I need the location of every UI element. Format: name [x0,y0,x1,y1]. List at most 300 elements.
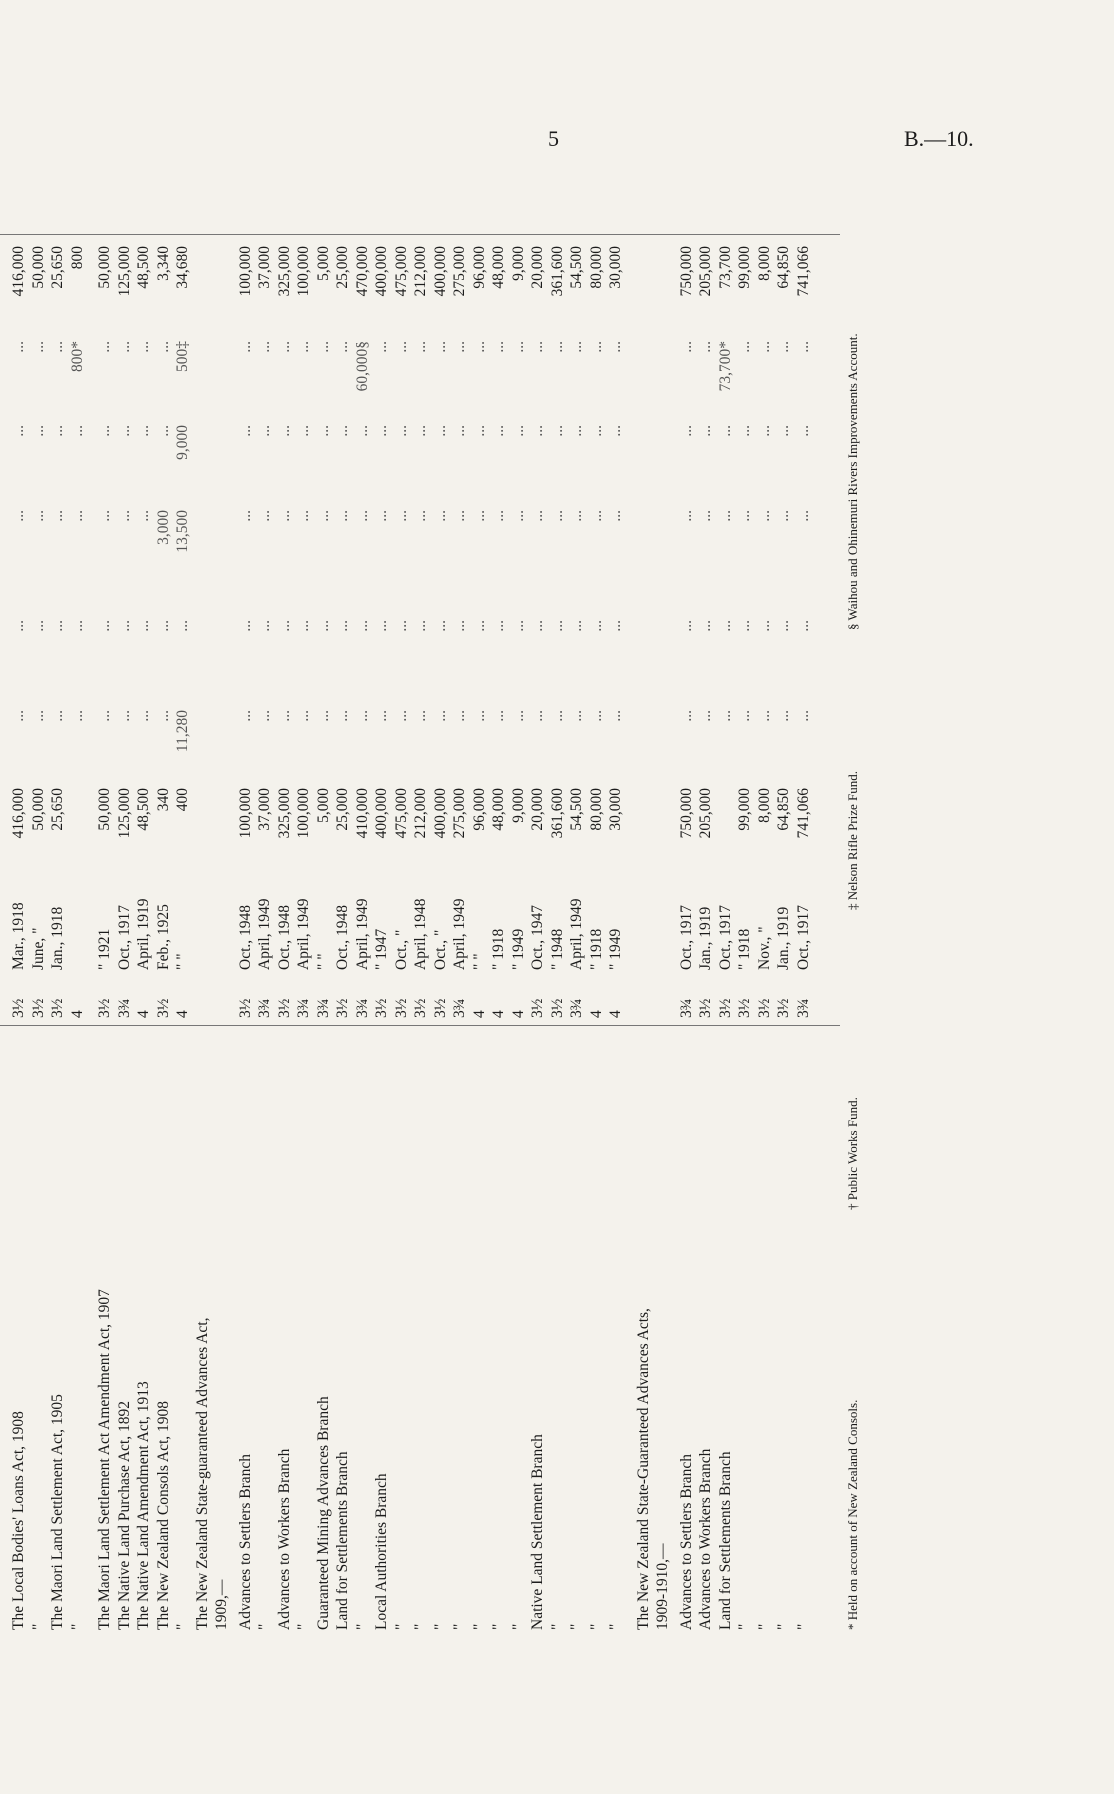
cell-total: 50,000 [29,246,47,289]
cell-c1: ... [716,710,734,722]
cell-desc: Land for Settlements Branch [716,1451,734,1630]
cell-maturity: " " [174,953,191,970]
cell-rate: 3½ [697,998,714,1018]
table-row [451,160,469,1630]
cell-c1: 11,280 [174,710,191,753]
cell-c2: ... [10,620,27,632]
cell-rate: 3¾ [115,998,133,1018]
cell-rate: 3½ [392,998,410,1018]
cell-maturity: Oct., " [431,929,449,970]
cell-maturity: " 1918 [736,928,753,970]
cell-c2: ... [755,620,773,632]
cell-amount: 48,500 [135,788,152,831]
cell-rate: 3½ [529,998,546,1018]
cell-c1: ... [353,710,371,722]
cell-total: 25,650 [49,246,66,289]
cell-c4: ... [68,425,86,437]
cell-c4: ... [412,425,429,437]
cell-c5: ... [548,341,566,353]
table-row [295,160,313,1630]
cell-maturity: Jan., 1919 [697,906,714,970]
cell-c2: ... [174,620,191,632]
cell-amount: 205,000 [697,788,714,839]
cell-c1: ... [431,710,449,722]
table-row [588,160,606,1630]
cell-rate: 3¾ [794,998,812,1018]
cell-c3: ... [607,510,624,522]
cell-c5: ... [135,341,152,353]
cell-c5: ... [115,341,133,353]
table-row [276,160,294,1630]
cell-c1: ... [49,710,66,722]
cell-rate: 4 [135,1010,152,1018]
table-row [49,160,67,1630]
cell-total: 9,000 [509,246,527,281]
cell-maturity: " " [470,953,488,970]
cell-c5: ... [334,341,351,353]
cell-c2: ... [295,620,312,632]
cell-c4: ... [96,425,113,437]
cell-c3: ... [68,510,86,522]
cell-total: 54,500 [568,246,585,289]
cell-c5: ... [275,341,293,353]
cell-c2: ... [275,620,293,632]
cell-amount: 275,000 [451,788,468,839]
cell-c2: ... [115,620,133,632]
cell-c4: ... [236,425,254,437]
cell-c5: ... [470,341,488,353]
cell-c5: 500‡ [174,341,191,372]
cell-c4: ... [10,425,27,437]
cell-maturity: June, " [29,927,47,970]
cell-desc: Advances to Settlers Branch [236,1453,254,1630]
cell-rate: 3½ [275,998,293,1018]
cell-c5: ... [697,341,714,353]
cell-amount: 54,500 [568,788,585,831]
cell-total: 30,000 [607,246,624,289]
cell-maturity: Oct., 1948 [334,904,351,970]
cell-c1: ... [275,710,293,722]
cell-total: 205,000 [697,246,714,297]
cell-maturity: Oct., 1948 [275,904,293,970]
cell-c4: ... [451,425,468,437]
cell-total: 470,000 [353,246,371,297]
cell-desc: " [490,1623,507,1630]
cell-c2: ... [470,620,488,632]
cell-c1: ... [10,710,27,722]
cell-c1: ... [470,710,488,722]
cell-c3: ... [314,510,332,522]
cell-rate: 3½ [755,998,773,1018]
cell-rate: 4 [68,1010,86,1018]
cell-c1: ... [736,710,753,722]
cell-c2: ... [697,620,714,632]
cell-c2: ... [154,620,172,632]
cell-c4: ... [154,425,172,437]
cell-c1: ... [451,710,468,722]
cell-total: 800 [68,246,86,270]
cell-amount: 475,000 [392,788,410,839]
table-row [256,160,274,1630]
table-row [654,160,672,1630]
cell-amount: 340 [154,788,172,812]
cell-c1: ... [529,710,546,722]
cell-c1: ... [314,710,332,722]
table-row [96,160,114,1630]
cell-c2: ... [775,620,792,632]
cell-rate: 3¾ [353,998,371,1018]
cell-c4: ... [135,425,152,437]
cell-desc: The Native Land Amendment Act, 1913 [135,1381,152,1630]
cell-amount: 750,000 [677,788,695,839]
cell-amount: 416,000 [10,788,27,839]
cell-c2: ... [431,620,449,632]
footnote-double-dagger: ‡ Nelson Rifle Prize Fund. [845,770,860,910]
table-row [529,160,547,1630]
table-row [30,160,48,1630]
cell-c1: ... [587,710,605,722]
table-row [135,160,153,1630]
cell-maturity: April, 1919 [135,898,152,970]
cell-amount: 25,000 [334,788,351,831]
cell-rate: 3½ [736,998,753,1018]
cell-c5: 800* [68,341,86,372]
cell-c4: ... [392,425,410,437]
cell-c1: ... [115,710,133,722]
cell-total: 741,066 [794,246,812,297]
cell-desc: " [431,1623,449,1630]
cell-desc: " [509,1623,527,1630]
column-divider [0,234,840,235]
cell-c5: ... [295,341,312,353]
cell-amount: 64,850 [775,788,792,831]
cell-c2: ... [607,620,624,632]
cell-maturity: Jan., 1919 [775,906,792,970]
cell-c3: ... [568,510,585,522]
cell-desc: " [568,1623,585,1630]
cell-amount: 5,000 [314,788,332,823]
cell-c4: ... [509,425,527,437]
cell-rate: 3½ [236,998,254,1018]
cell-amount: 48,000 [490,788,507,831]
footnote-star: * Held on account of New Zealand Consols. [845,1399,860,1630]
cell-total: 80,000 [587,246,605,289]
cell-rate: 3¾ [451,998,468,1018]
table-row [678,160,696,1630]
cell-amount: 400,000 [431,788,449,839]
cell-total: 400,000 [431,246,449,297]
cell-c3: ... [716,510,734,522]
cell-desc: 1909,— [213,1579,230,1630]
column-divider [0,1025,840,1026]
table-row [490,160,508,1630]
cell-total: 100,000 [295,246,312,297]
cell-c5: ... [509,341,527,353]
cell-rate: 3½ [716,998,734,1018]
cell-maturity: Nov., " [755,926,773,970]
cell-rate: 3¾ [677,998,695,1018]
cell-c2: ... [392,620,410,632]
cell-c1: ... [154,710,172,722]
cell-c2: ... [736,620,753,632]
cell-c4: ... [373,425,390,437]
cell-desc: " [29,1623,47,1630]
cell-c4: ... [607,425,624,437]
table-row [697,160,715,1630]
cell-desc: " [587,1623,605,1630]
cell-c5: ... [392,341,410,353]
cell-c2: ... [135,620,152,632]
table-row [174,160,192,1630]
cell-c2: ... [716,620,734,632]
cell-c3: ... [490,510,507,522]
cell-c4: ... [716,425,734,437]
cell-total: 125,000 [115,246,133,297]
cell-desc: " [755,1623,773,1630]
cell-maturity: " 1947 [373,928,390,970]
cell-amount: 410,000 [353,788,371,839]
cell-c4: ... [529,425,546,437]
cell-c2: ... [96,620,113,632]
cell-c5: ... [736,341,753,353]
cell-desc: " [412,1623,429,1630]
cell-desc: " [470,1623,488,1630]
cell-c1: ... [236,710,254,722]
cell-c5: ... [412,341,429,353]
cell-total: 25,000 [334,246,351,289]
table-row [795,160,813,1630]
cell-c3: ... [697,510,714,522]
cell-total: 8,000 [755,246,773,281]
cell-c1: ... [96,710,113,722]
cell-c4: ... [794,425,812,437]
cell-desc: " [353,1623,371,1630]
cell-total: 100,000 [236,246,254,297]
cell-desc: " [794,1623,812,1630]
cell-c1: ... [373,710,390,722]
cell-rate: 3½ [431,998,449,1018]
cell-desc: " [256,1623,273,1630]
table-row [635,160,653,1630]
cell-c5: ... [49,341,66,353]
cell-c5: ... [529,341,546,353]
cell-c2: ... [587,620,605,632]
cell-c5: ... [755,341,773,353]
cell-c3: ... [96,510,113,522]
cell-desc: " [174,1623,191,1630]
cell-c5: 60,000§ [353,341,371,392]
cell-c3: ... [794,510,812,522]
cell-desc: " [775,1623,792,1630]
cell-c3: ... [431,510,449,522]
cell-c3: ... [736,510,753,522]
cell-c4: ... [736,425,753,437]
cell-c5: ... [10,341,27,353]
footnote-section: § Waihou and Ohinemuri Rivers Improvements Account. [845,333,860,630]
cell-c3: 3,000 [154,510,172,545]
cell-amount: 212,000 [412,788,429,839]
cell-total: 416,000 [10,246,27,297]
cell-c4: ... [295,425,312,437]
cell-c5: ... [154,341,172,353]
cell-rate: 3¾ [568,998,585,1018]
cell-c1: ... [256,710,273,722]
cell-total: 400,000 [373,246,390,297]
cell-total: 5,000 [314,246,332,281]
cell-maturity: Oct., 1917 [794,904,812,970]
cell-c5: ... [373,341,390,353]
cell-total: 3,340 [154,246,172,281]
cell-c1: ... [794,710,812,722]
cell-maturity: Feb., 1925 [154,904,172,970]
cell-c3: ... [775,510,792,522]
cell-maturity: April, 1948 [412,898,429,970]
cell-maturity: April, 1949 [451,898,468,970]
cell-desc: The New Zealand Consols Act, 1908 [154,1400,172,1630]
cell-maturity: Oct., 1917 [115,904,133,970]
cell-c1: ... [29,710,47,722]
cell-c5: ... [775,341,792,353]
cell-c3: ... [373,510,390,522]
cell-c2: ... [353,620,371,632]
cell-c2: ... [568,620,585,632]
cell-c3: ... [334,510,351,522]
cell-c3: ... [587,510,605,522]
cell-c3: ... [548,510,566,522]
table-row [471,160,489,1630]
cell-desc: " [451,1623,468,1630]
cell-total: 48,000 [490,246,507,289]
table-row [373,160,391,1630]
cell-total: 96,000 [470,246,488,289]
cell-desc: " [295,1623,312,1630]
cell-maturity: April, 1949 [295,898,312,970]
cell-desc: Advances to Settlers Branch [677,1453,695,1630]
cell-desc: The Maori Land Settlement Act, 1905 [49,1394,66,1630]
cell-c1: ... [775,710,792,722]
cell-amount: 9,000 [509,788,527,823]
cell-total: 48,500 [135,246,152,289]
cell-c5: ... [431,341,449,353]
cell-amount: 50,000 [29,788,47,831]
cell-maturity: " 1918 [587,928,605,970]
cell-c1: ... [509,710,527,722]
cell-total: 275,000 [451,246,468,297]
cell-desc: Land for Settlements Branch [334,1451,351,1630]
cell-c5: ... [607,341,624,353]
cell-c1: ... [135,710,152,722]
cell-c1: ... [392,710,410,722]
table-row [194,160,212,1630]
cell-c4: ... [775,425,792,437]
cell-total: 64,850 [775,246,792,289]
cell-maturity: Oct., 1917 [716,904,734,970]
table-row [393,160,411,1630]
cell-amount: 80,000 [587,788,605,831]
cell-maturity: April, 1949 [256,898,273,970]
cell-maturity: " 1949 [509,928,527,970]
cell-desc: " [548,1623,566,1630]
cell-c2: ... [29,620,47,632]
cell-c2: ... [451,620,468,632]
page-number: 5 [548,126,559,151]
cell-c3: ... [115,510,133,522]
cell-c2: ... [509,620,527,632]
cell-c3: ... [412,510,429,522]
cell-c4: ... [755,425,773,437]
table-row [736,160,754,1630]
cell-c5: ... [236,341,254,353]
cell-c3: 13,500 [174,510,191,553]
cell-c3: ... [451,510,468,522]
cell-c5: 73,700* [716,341,734,392]
cell-rate: 3½ [334,998,351,1018]
cell-c1: ... [334,710,351,722]
cell-c1: ... [68,710,86,722]
cell-c1: ... [607,710,624,722]
cell-c4: ... [115,425,133,437]
cell-c1: ... [548,710,566,722]
cell-total: 73,700 [716,246,734,289]
cell-amount: 30,000 [607,788,624,831]
cell-c3: ... [135,510,152,522]
table-row [354,160,372,1630]
cell-rate: 3¾ [256,998,273,1018]
cell-c5: ... [29,341,47,353]
cell-c2: ... [236,620,254,632]
cell-c3: ... [755,510,773,522]
cell-c4: ... [490,425,507,437]
table-row [155,160,173,1630]
cell-c4: ... [548,425,566,437]
cell-rate: 3½ [775,998,792,1018]
cell-c5: ... [96,341,113,353]
cell-c1: ... [490,710,507,722]
cell-c1: ... [412,710,429,722]
cell-amount: 100,000 [236,788,254,839]
cell-c3: ... [295,510,312,522]
footnotes [845,160,865,1630]
cell-c4: ... [677,425,695,437]
cell-desc: " [736,1623,753,1630]
table-row [334,160,352,1630]
cell-c1: ... [755,710,773,722]
cell-c3: ... [275,510,293,522]
rotated-table [0,160,860,1630]
cell-c3: ... [509,510,527,522]
cell-c1: ... [697,710,714,722]
cell-c3: ... [353,510,371,522]
cell-desc: The New Zealand State-Guaranteed Advances Acts, [634,1308,652,1630]
table-row [237,160,255,1630]
cell-maturity: Oct., 1947 [529,904,546,970]
cell-c5: ... [568,341,585,353]
cell-rate: 3¾ [314,998,332,1018]
cell-c2: ... [529,620,546,632]
cell-maturity: Jan., 1918 [49,906,66,970]
table-row [10,160,28,1630]
cell-c3: ... [256,510,273,522]
cell-amount: 741,066 [794,788,812,839]
cell-total: 475,000 [392,246,410,297]
table-row [315,160,333,1630]
cell-amount: 99,000 [736,788,753,831]
cell-total: 50,000 [96,246,113,289]
cell-c3: ... [49,510,66,522]
cell-c3: ... [10,510,27,522]
cell-c2: ... [677,620,695,632]
cell-c3: ... [392,510,410,522]
